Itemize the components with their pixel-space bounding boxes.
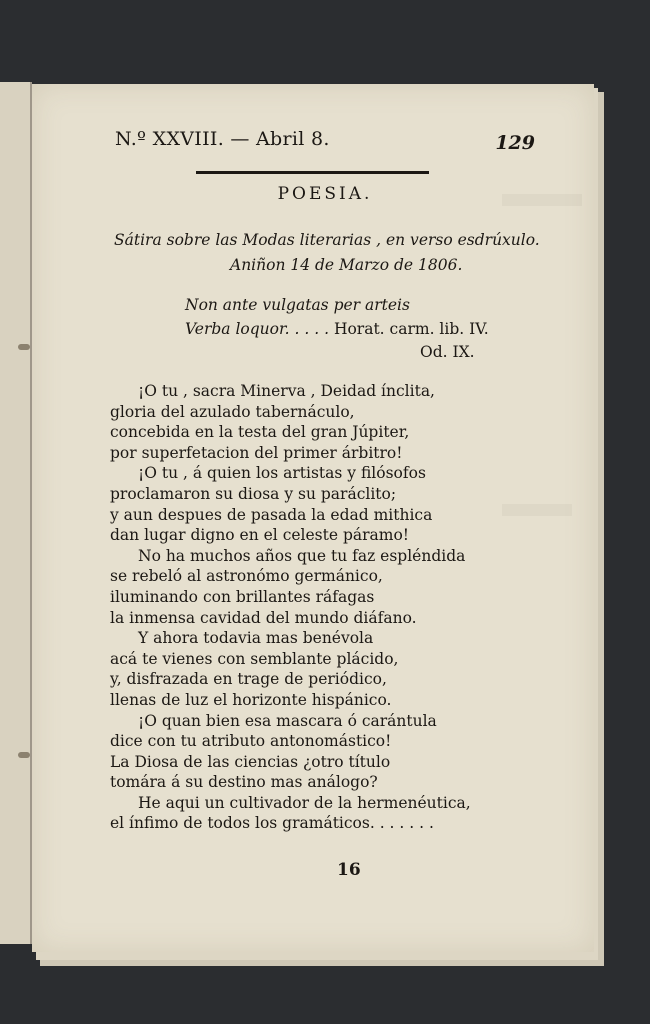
poem-line: dan lugar digno en el celeste páramo! [110, 526, 410, 545]
poem-line: concebida en la testa del gran Júpiter, [110, 423, 410, 442]
epigraph-citation: Horat. carm. lib. IV. [329, 320, 489, 338]
poem-line: el ínfimo de todos los gramáticos. . . . . . . [110, 814, 434, 833]
poem-line: y aun despues de pasada la edad mithica [110, 505, 433, 524]
binding-stitch [18, 752, 30, 758]
running-header [115, 128, 535, 160]
poem-line: Y ahora todavia mas benévola [138, 629, 374, 648]
page-number: 129 [495, 132, 535, 154]
epigraph-line: Non ante vulgatas per arteis [185, 296, 410, 314]
poem-line: gloria del azulado tabernáculo, [110, 402, 355, 421]
poem-line: tomára á su destino mas análogo? [110, 773, 378, 792]
poem-line: ¡O quan bien esa mascara ó carántula [138, 711, 437, 730]
poem-line: dice con tu atributo antonomástico! [110, 732, 392, 751]
poem-line: proclamaron su diosa y su paráclito; [110, 484, 397, 503]
poem-date-line: Aniñon 14 de Marzo de 1806. [230, 256, 463, 274]
header-rule [196, 171, 429, 174]
issue-date-header: N.º XXVIII. — Abril 8. [115, 128, 330, 150]
epigraph-line [185, 320, 489, 338]
poem-line: ¡O tu , sacra Minerva , Deidad ínclita, [138, 382, 435, 400]
signature-mark: 16 [337, 860, 361, 880]
poem-line: por superfetacion del primer árbitro! [110, 443, 403, 462]
poem-line: La Diosa de las ciencias ¿otro título [110, 752, 391, 771]
poem-line: se rebeló al astronómo germánico, [110, 567, 383, 586]
poem-line: llenas de luz el horizonte hispánico. [110, 690, 392, 709]
epigraph-italic: Verba loquor. . . . . [185, 320, 330, 338]
poem-line: No ha muchos años que tu faz espléndida [138, 546, 466, 565]
poem-line: la inmensa cavidad del mundo diáfano. [110, 608, 417, 627]
poem-line: He aqui un cultivador de la hermenéutica, [138, 793, 471, 812]
poem-line: acá te vienes con semblante plácido, [110, 649, 399, 668]
book-page [32, 84, 594, 952]
bleed-through [502, 504, 572, 516]
poem-line: y, disfrazada en trage de periódico, [110, 670, 387, 689]
poem-subtitle: Sátira sobre las Modas literarias , en verso esdrúxulo. [114, 231, 540, 249]
poem-line: iluminando con brillantes ráfagas [110, 587, 375, 606]
epigraph-citation: Od. IX. [420, 343, 475, 361]
section-title: POESIA. [277, 184, 373, 204]
facing-page-edge [0, 82, 32, 944]
poem-line: ¡O tu , á quien los artistas y filósofos [138, 464, 426, 483]
poem-body [110, 381, 510, 834]
binding-stitch [18, 344, 30, 350]
